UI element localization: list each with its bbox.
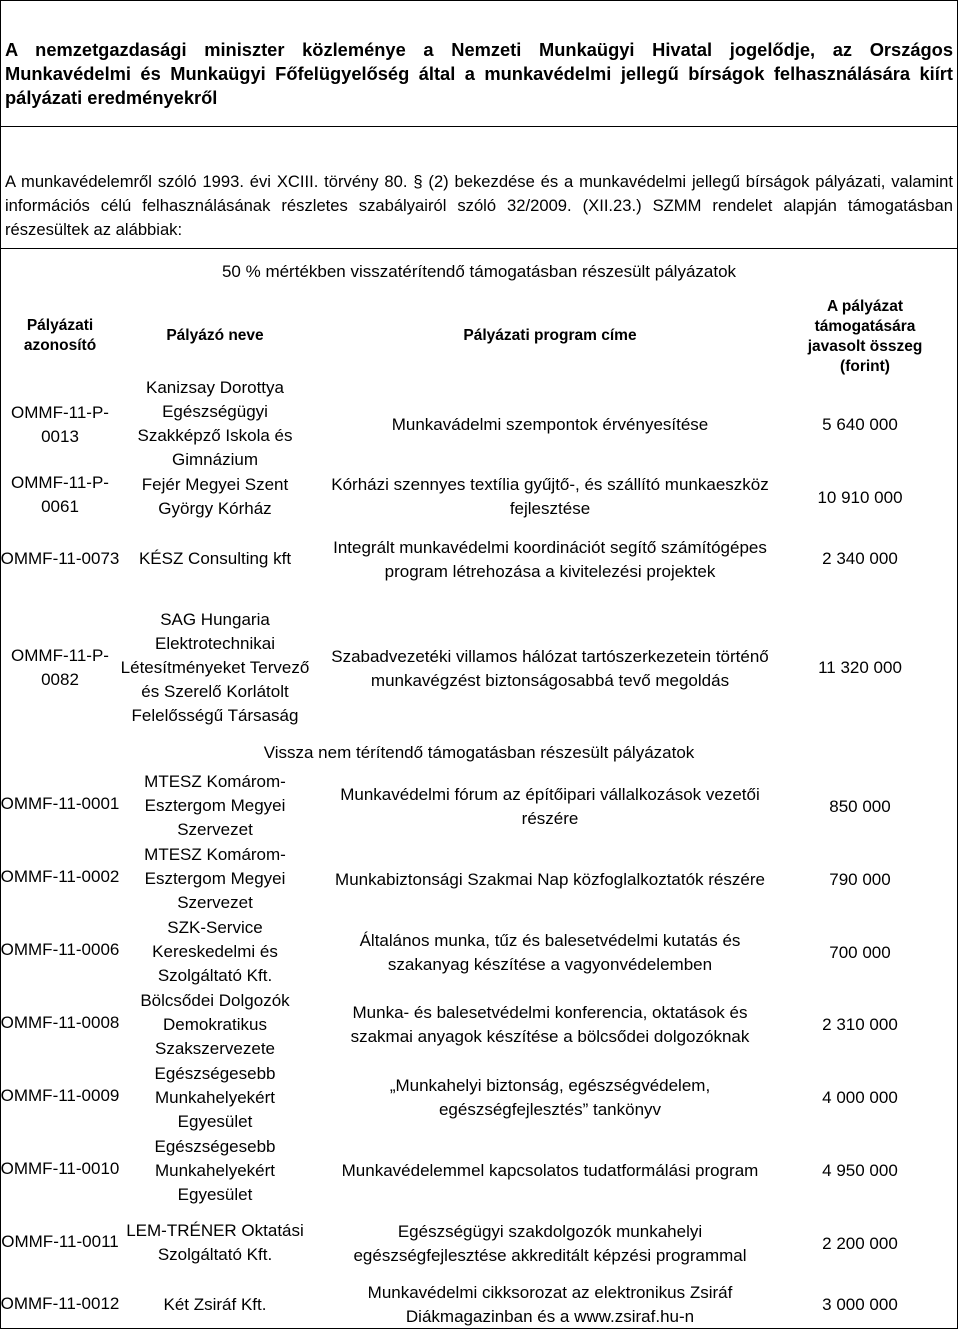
row-id: OMMF-11-0002 [0,867,120,886]
row-program-title: Munkabiztonsági Szakmai Nap közfoglalkoztatók részére [335,870,765,889]
row-program-title: Munkavédelemmel kapcsolatos tudatformálási program [341,1161,759,1180]
row-program-title: Egészségügyi szakdolgozók munkahelyi egészségfejlesztése akkreditált képzési programmal [353,1221,747,1265]
row-program-title: Munka- és balesetvédelmi konferencia, oktatások és szakmai anyagok készítése a bölcsődei dolgozóknak [350,1002,750,1046]
intro-paragraph: A munkavédelemről szóló 1993. évi XCIII. törvény 80. § (2) bekezdése és a munkavédelmi jellegű bírságok pályázati, valamint információs célú felhasználásának részletes szabályairól szóló 32/2009. (XII.23.) SZMM rendelet alapján támogatásban részesültek az alábbiak: [5,172,953,239]
row-amount: 2 200 000 [822,1234,898,1253]
row-program-title: Integrált munkavédelmi koordinációt segítő számítógépes program létrehozása a kivitelezési projektek [333,537,767,581]
row-amount: 3 000 000 [822,1295,898,1314]
row-id: OMMF-11-P-0061 [11,473,109,516]
row-applicant-name: KÉSZ Consulting kft [138,549,292,568]
row-applicant-name: LEM-TRÉNER Oktatási Szolgáltató Kft. [126,1221,304,1264]
row-id: OMMF-11-P-0082 [11,646,109,689]
row-amount: 5 640 000 [822,415,898,434]
header-id: Pályázati azonosító [23,317,97,354]
row-applicant-name: Egészségesebb Munkahelyekért Egyesület [154,1063,276,1131]
row-id: OMMF-11-0011 [1,1232,119,1251]
row-amount: 700 000 [829,943,891,962]
row-program-title: Munkavádelmi szempontok érvényesítése [391,415,709,434]
row-program-title: „Munkahelyi biztonság, egészségvédelem, egészségfejlesztés” tankönyv [389,1076,711,1119]
row-amount: 4 950 000 [822,1161,898,1180]
row-amount: 790 000 [829,870,891,889]
row-id: OMMF-11-0006 [0,940,120,959]
row-applicant-name: MTESZ Komárom-Esztergom Megyei Szervezet [144,844,286,912]
row-id: OMMF-11-0008 [0,1013,120,1032]
row-program-title: Munkavédelmi fórum az építőipari vállalkozások vezetői részére [340,785,760,828]
row-applicant-name: SAG Hungaria Elektrotechnikai Létesítményeket Tervező és Szerelő Korlátolt Felelősségű Társaság [120,610,310,725]
row-amount: 4 000 000 [822,1088,898,1107]
header-program: Pályázati program címe [463,327,637,344]
row-applicant-name: Bölcsődei Dolgozók Demokratikus Szakszervezete [140,990,290,1058]
divider [0,248,958,249]
divider [0,126,958,127]
row-amount: 10 910 000 [817,488,903,507]
header-amount: A pályázat támogatására javasolt összeg (forint) [807,298,923,375]
row-program-title: Kórházi szennyes textília gyűjtő-, és szállító munkaeszköz fejlesztése [331,475,769,518]
row-amount: 850 000 [829,797,891,816]
row-id: OMMF-11-0012 [0,1294,120,1313]
section-title-refundable: 50 % mértékben visszatérítendő támogatásban részesült pályázatok [221,262,737,281]
row-amount: 11 320 000 [818,658,902,677]
row-applicant-name: Két Zsiráf Kft. [163,1295,267,1314]
row-applicant-name: Fejér Megyei Szent György Kórház [141,475,289,518]
row-program-title: Szabadvezetéki villamos hálózat tartószerkezetein történő munkavégzést biztonságosabbá tevő megoldás [331,646,769,690]
row-applicant-name: MTESZ Komárom-Esztergom Megyei Szervezet [144,771,286,839]
row-amount: 2 340 000 [822,549,898,568]
row-id: OMMF-11-0010 [0,1159,120,1178]
row-program-title: Általános munka, tűz és balesetvédelmi kutatás és szakanyag készítése a vagyonvédelemben [359,931,741,974]
header-name: Pályázó neve [166,327,264,344]
row-amount: 2 310 000 [822,1015,898,1034]
row-program-title: Munkavédelmi cikksorozat az elektronikus Zsiráf Diákmagazinban és a www.zsiraf.hu-n [367,1283,733,1326]
row-id: OMMF-11-0009 [0,1086,120,1105]
row-applicant-name: Kanizsay Dorottya Egészségügyi Szakképző Iskola és Gimnázium [137,378,293,469]
row-applicant-name: Egészségesebb Munkahelyekért Egyesület [154,1136,276,1204]
row-id: OMMF-11-0001 [0,794,120,813]
row-id: OMMF-11-P-0013 [11,403,109,446]
row-applicant-name: SZK-Service Kereskedelmi és Szolgáltató Kft. [152,917,278,985]
row-id: OMMF-11-0073 [0,549,120,568]
section-title-non-refundable: Vissza nem térítendő támogatásban részesült pályázatok [263,743,695,762]
document-title: A nemzetgazdasági miniszter közleménye a Nemzeti Munkaügyi Hivatal jogelődje, az Országos Munkavédelmi és Munkaügyi Főfelügyelőség által a munkavédelmi jellegű bírságok felhasználására kiírt pályázati eredményekről [5,39,953,108]
